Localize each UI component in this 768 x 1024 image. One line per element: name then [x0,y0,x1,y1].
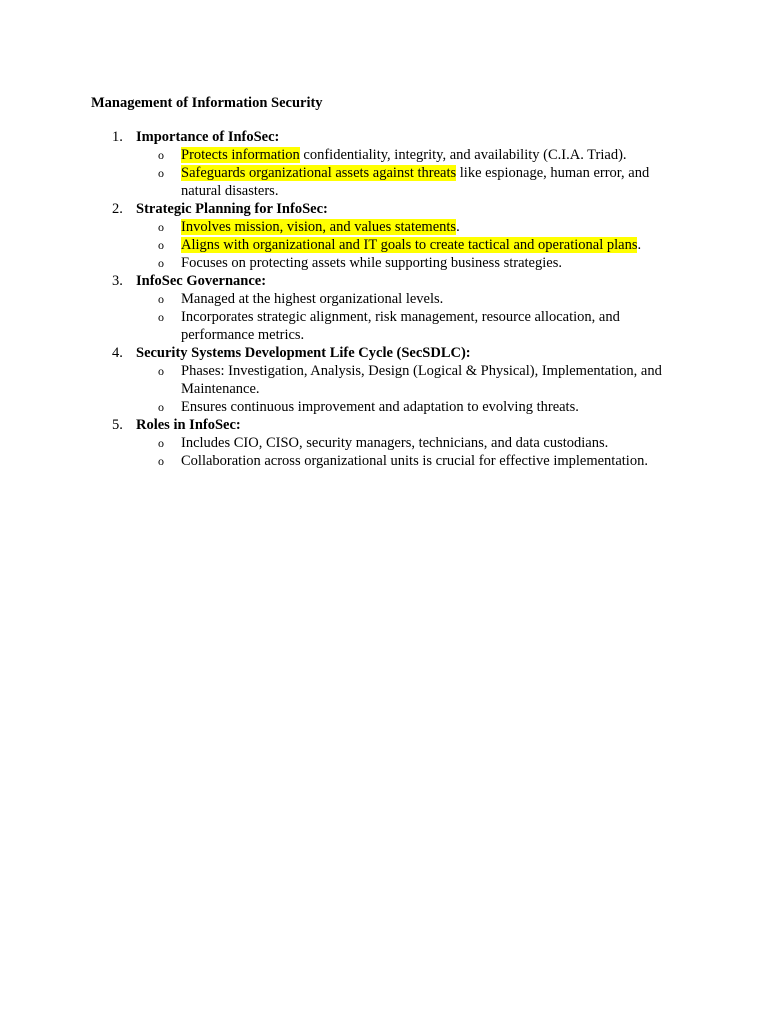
section-title: Security Systems Development Life Cycle (SecSDLC): [136,345,471,361]
section-number: 5. [112,417,123,433]
plain-text: confidentiality, integrity, and availability (C.I.A. Triad). [299,147,627,163]
outline-section [0,416,768,470]
bullet-item [0,164,768,200]
bullet-item [0,362,768,398]
bullet-marker-icon: o [158,400,164,414]
bullet-item [0,308,768,344]
bullet-item [0,290,768,308]
bullet-item [0,434,768,452]
bullet-text [181,290,671,308]
bullet-marker-icon: o [158,436,164,450]
outline-section [0,200,768,272]
bullet-marker-icon: o [158,166,164,180]
section-title: InfoSec Governance: [136,273,267,289]
section-heading [0,416,768,434]
outline-section [0,344,768,416]
section-number: 1. [112,129,123,145]
bullet-item [0,254,768,272]
section-title: Importance of InfoSec: [136,129,280,145]
bullet-marker-icon: o [158,454,164,468]
section-title: Strategic Planning for InfoSec: [136,201,328,217]
highlighted-text: Involves mission, vision, and values statements [181,219,457,235]
document-title: Management of Information Security [91,95,323,111]
plain-text: Includes CIO, CISO, security managers, technicians, and data custodians. [181,435,609,451]
bullet-marker-icon: o [158,148,164,162]
bullet-item [0,146,768,164]
bullet-marker-icon: o [158,364,164,378]
bullet-item [0,218,768,236]
section-heading [0,200,768,218]
plain-text: Managed at the highest organizational levels. [181,291,444,307]
highlighted-text: Protects information [181,147,300,163]
bullet-text [181,164,671,200]
plain-text: Collaboration across organizational units is crucial for effective implementation. [181,453,648,469]
section-heading [0,272,768,290]
outline-section [0,272,768,344]
bullet-text [181,434,671,452]
bullet-marker-icon: o [158,220,164,234]
plain-text: Phases: Investigation, Analysis, Design (Logical & Physical), Implementation, and Maintenance. [181,363,662,397]
bullet-marker-icon: o [158,238,164,252]
bullet-marker-icon: o [158,256,164,270]
plain-text: Incorporates strategic alignment, risk management, resource allocation, and performance metrics. [181,309,620,343]
bullet-marker-icon: o [158,310,164,324]
highlighted-text: Aligns with organizational and IT goals to create tactical and operational plans [181,237,638,253]
section-title: Roles in InfoSec: [136,417,241,433]
plain-text: . [456,219,460,235]
outline-section [0,128,768,200]
section-number: 3. [112,273,123,289]
plain-text: . [637,237,642,253]
bullet-text [181,308,671,344]
section-heading [0,128,768,146]
bullet-text [181,362,671,398]
section-number: 4. [112,345,123,361]
bullet-text [181,254,671,272]
bullet-text [181,398,671,416]
bullet-text [181,218,671,236]
plain-text: Ensures continuous improvement and adaptation to evolving threats. [181,399,579,415]
bullet-text [181,146,671,164]
plain-text: Focuses on protecting assets while supporting business strategies. [181,255,562,271]
bullet-text [181,236,671,254]
section-number: 2. [112,201,123,217]
bullet-marker-icon: o [158,292,164,306]
plain-text: like espionage, human error, and natural disasters. [181,165,650,199]
highlighted-text: Safeguards organizational assets against threats [181,165,457,181]
bullet-item [0,398,768,416]
bullet-item [0,452,768,470]
numbered-outline [0,128,768,470]
bullet-item [0,236,768,254]
bullet-text [181,452,671,470]
section-heading [0,344,768,362]
